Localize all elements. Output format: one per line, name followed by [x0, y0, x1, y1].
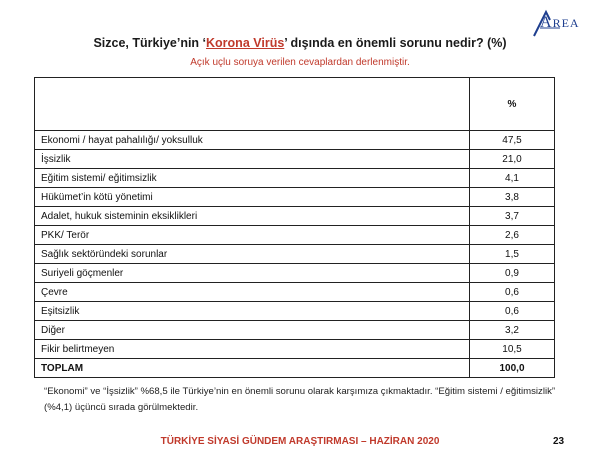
row-value: 3,7 — [470, 207, 555, 226]
table-total-row — [35, 359, 555, 378]
table-row — [35, 226, 555, 245]
row-value: 21,0 — [470, 150, 555, 169]
table-row — [35, 283, 555, 302]
table-row — [35, 245, 555, 264]
page-title: Sizce, Türkiye’nin ‘Korona Virüs’ dışında en önemli sorunu nedir? (%) — [93, 36, 507, 50]
page-number: 23 — [553, 436, 565, 447]
title-highlight: Korona Virüs — [206, 36, 285, 50]
row-label: Diğer — [35, 321, 470, 340]
row-label: İşsizlik — [35, 150, 470, 169]
row-value: 4,1 — [470, 169, 555, 188]
row-value: 0,6 — [470, 283, 555, 302]
row-value: 0,9 — [470, 264, 555, 283]
row-label: Adalet, hukuk sisteminin eksiklikleri — [35, 207, 470, 226]
table-row — [35, 302, 555, 321]
row-value: 2,6 — [470, 226, 555, 245]
table-row — [35, 169, 555, 188]
total-value: 100,0 — [470, 359, 555, 378]
row-value: 10,5 — [470, 340, 555, 359]
row-value: 3,2 — [470, 321, 555, 340]
table-row — [35, 340, 555, 359]
header-label-cell — [35, 78, 470, 131]
results-table — [34, 77, 555, 378]
row-label: Ekonomi / hayat pahalılığı/ yoksulluk — [35, 131, 470, 150]
table-row — [35, 264, 555, 283]
row-label: PKK/ Terör — [35, 226, 470, 245]
row-label: Çevre — [35, 283, 470, 302]
table-row — [35, 150, 555, 169]
page-subtitle: Açık uçlu soruya verilen cevaplardan derlenmiştir. — [190, 57, 410, 68]
row-label: Suriyeli göçmenler — [35, 264, 470, 283]
row-value: 0,6 — [470, 302, 555, 321]
logo-text: AREA — [540, 14, 580, 31]
row-value: 47,5 — [470, 131, 555, 150]
row-value: 3,8 — [470, 188, 555, 207]
row-label: Eşitsizlik — [35, 302, 470, 321]
table-row — [35, 207, 555, 226]
header-percent-cell: % — [470, 78, 555, 131]
row-label: Hükümet’in kötü yönetimi — [35, 188, 470, 207]
summary-note: “Ekonomi” ve “İşsizlik” %68,5 ile Türkiye’nin en önemli sorunu olarak karşımıza çıkmaktadır. “Eğitim sistemi / eğitimsizlik” (%4,1) üçüncü sırada görülmektedir. — [44, 386, 556, 413]
total-label: TOPLAM — [35, 359, 470, 378]
row-value: 1,5 — [470, 245, 555, 264]
row-label: Fikir belirtmeyen — [35, 340, 470, 359]
report-footer: TÜRKİYE SİYASİ GÜNDEM ARAŞTIRMASI – HAZİRAN 2020 — [160, 436, 440, 447]
table-row — [35, 188, 555, 207]
table-row — [35, 321, 555, 340]
row-label: Eğitim sistemi/ eğitimsizlik — [35, 169, 470, 188]
table-row — [35, 131, 555, 150]
row-label: Sağlık sektöründeki sorunlar — [35, 245, 470, 264]
table-header-row — [35, 78, 555, 131]
